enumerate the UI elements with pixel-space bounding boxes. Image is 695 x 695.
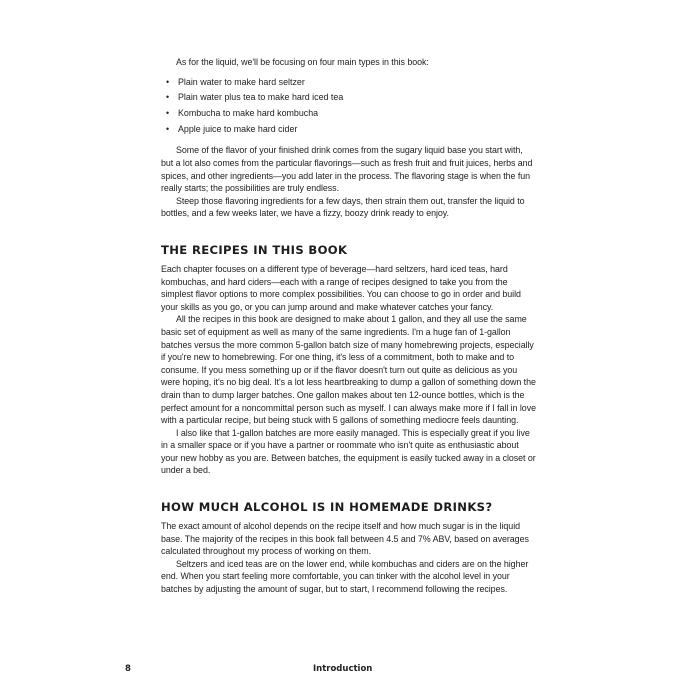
list-item: • Apple juice to make hard cider <box>161 122 536 138</box>
intro-paragraph: Some of the flavor of your finished drink comes from the sugary liquid base you start with, but a lot also comes from the particular flavorings—such as fresh fruit and fruit juices, herbs and spices, and other ingredients—you add later in the process. The flavoring stage is when the fun really starts; the possibilities are truly endless. <box>161 145 533 194</box>
recipes-paragraph: I also like that 1-gallon batches are more easily managed. This is especially great if you live in a smaller space or if you have a partner or roommate who isn't quite as enthusiastic about your new hobby as you are. Between batches, the equipment is easily tucked away in a closet or under a bed. <box>161 427 536 476</box>
intro-lead: As for the liquid, we'll be focusing on four main types in this book: <box>176 57 429 67</box>
alcohol-paragraph: The exact amount of alcohol depends on the recipe itself and how much sugar is in the liquid base. The majority of the recipes in this book fall between 4.5 and 7% ABV, based on averages calculated throughout my process of working on them. <box>161 521 529 557</box>
list-item: • Plain water plus tea to make hard iced tea <box>161 90 536 106</box>
liquid-types-list <box>161 75 536 138</box>
section-heading-recipes: THE RECIPES IN THIS BOOK <box>161 242 348 257</box>
page-number: 8 <box>125 664 131 674</box>
alcohol-paragraph: Seltzers and iced teas are on the lower end, while kombuchas and ciders are on the higher end. When you start feeling more comfortable, you can tinker with the alcohol level in your batches by adjusting the amount of sugar, but to start, I recommend following the recipes. <box>161 558 529 595</box>
bullet-icon: • <box>166 108 170 118</box>
section-heading-alcohol: HOW MUCH ALCOHOL IS IN HOMEMADE DRINKS? <box>161 500 493 515</box>
bullet-icon: • <box>166 123 170 134</box>
bullet-icon: • <box>166 92 170 103</box>
page-body <box>161 56 536 596</box>
bullet-icon: • <box>166 76 170 87</box>
list-item: • Plain water to make hard seltzer <box>161 75 536 91</box>
running-footer-title: Introduction <box>313 664 373 674</box>
list-item: • Kombucha to make hard kombucha <box>161 106 536 122</box>
recipes-paragraph: Each chapter focuses on a different type of beverage—hard seltzers, hard iced teas, hard kombuchas, and hard ciders—each with a range of recipes designed to take you from the simplest flavor options to more complex possibilities. You can choose to go in order and build your skills as you go, or you can jump around and make whatever catches your fancy. <box>161 263 521 312</box>
recipes-paragraph: All the recipes in this book are designed to make about 1 gallon, and they all use the same basic set of equipment as well as many of the same ingredients. I'm a huge fan of 1-gallon batches versus the more common 5-gallon batch size of many homebrewing projects, especially if you're new to homebrewing. For one thing, it's less of a commitment, both to make and to consume. If you mess something up or if the flavor doesn't turn out quite as delicious as you were hoping, it's no big deal. It's a lot less heartbreaking to dump a gallon of something down the drain than to dump larger batches. One gallon makes about ten 12-ounce bottles, which is the perfect amount for a noncommittal person such as myself. I can always make more if I fall in love with a particular recipe, but being stuck with 5 gallons of something mediocre feels daunting. <box>161 314 536 426</box>
page-footer <box>0 664 695 678</box>
intro-paragraph: Steep those flavoring ingredients for a few days, then strain them out, transfer the liquid to bottles, and a few weeks later, we have a fizzy, boozy drink ready to enjoy. <box>161 195 525 219</box>
